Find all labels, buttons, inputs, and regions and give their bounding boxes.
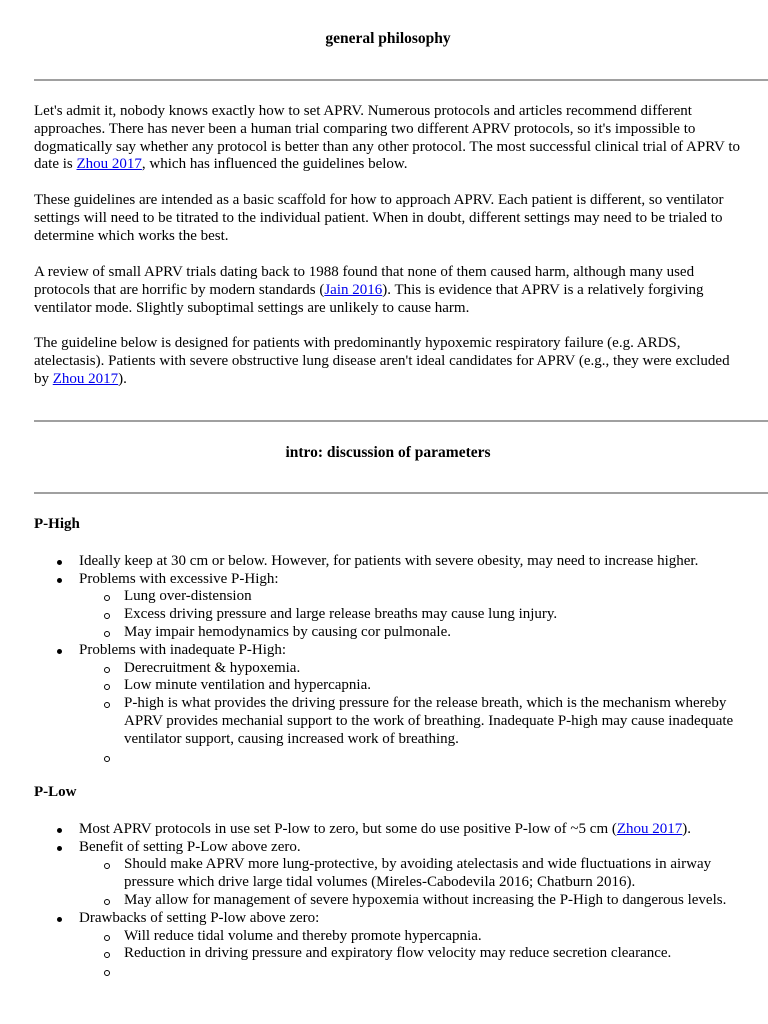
heading: intro: discussion of parameters xyxy=(285,444,491,461)
divider xyxy=(34,492,768,494)
text: ). This is evidence that APRV is a relatively forgiving ventilator mode. Slightly suboptimal settings are unlikely to cause harm. xyxy=(34,281,704,316)
list-item xyxy=(34,571,742,642)
list-item: May allow for management of severe hypoxemia without increasing the P-High to dangerous levels. xyxy=(34,892,742,910)
list-item: Excess driving pressure and large release breaths may cause lung injury. xyxy=(34,606,742,624)
empty-list-item xyxy=(34,963,742,981)
list-item: Will reduce tidal volume and thereby promote hypercapnia. xyxy=(34,928,742,946)
paragraph xyxy=(34,264,742,317)
divider xyxy=(34,420,768,422)
plow-list xyxy=(34,821,742,981)
text: ). xyxy=(682,820,692,837)
text: ). xyxy=(118,370,127,387)
list-item xyxy=(34,821,742,839)
section-title-intro xyxy=(34,444,742,462)
text: Drawbacks of setting P-low above zero: xyxy=(79,909,320,926)
text: The guideline below is designed for patients with predominantly hypoxemic respiratory failure (e.g. ARDS, atelectasis). Patients with severe obstructive lung disease aren't ideal candidates for APRV (e.g., they were excluded by xyxy=(34,335,730,387)
list-item: Should make APRV more lung-protective, by avoiding atelectasis and wide fluctuations in airway pressure which drive large tidal volumes (Mireles-Cabodevila 2016; Chatburn 2016). xyxy=(34,856,742,892)
heading: general philosophy xyxy=(325,30,451,47)
jain-2016-link[interactable]: Jain 2016 xyxy=(324,281,383,298)
plow-section xyxy=(34,784,742,981)
divider xyxy=(34,79,768,81)
paragraph xyxy=(34,192,742,245)
phigh-section xyxy=(34,516,742,766)
plow-heading: P-Low xyxy=(34,784,77,800)
text: Problems with inadequate P-High: xyxy=(79,641,287,658)
section-title-general-philosophy xyxy=(34,30,742,48)
text: Benefit of setting P-Low above zero. xyxy=(79,838,301,855)
text: , which has influenced the guidelines below. xyxy=(141,156,408,173)
list-item: Reduction in driving pressure and expiratory flow velocity may reduce secretion clearance. xyxy=(34,945,742,963)
list-item xyxy=(34,910,742,981)
list-item: Derecruitment & hypoxemia. xyxy=(34,660,742,678)
list-item xyxy=(34,839,742,910)
phigh-list xyxy=(34,553,742,767)
list-item: Lung over-distension xyxy=(34,588,742,606)
zhou-2017-link[interactable]: Zhou 2017 xyxy=(76,156,142,173)
text: A review of small APRV trials dating back to 1988 found that none of them caused harm, although many used protocols that are horrific by modern standards ( xyxy=(34,264,695,298)
text: Problems with excessive P-High: xyxy=(79,570,279,587)
text: These guidelines are intended as a basic scaffold for how to approach APRV. Each patient is different, so ventilator settings will need to be titrated to the individual patient. When in doubt, different settings may need to be trialed to determine which works the best. xyxy=(34,192,724,244)
paragraph xyxy=(34,335,742,388)
text: Most APRV protocols in use set P-low to zero, but some do use positive P-low of ~5 cm ( xyxy=(79,820,617,837)
phigh-heading: P-High xyxy=(34,516,80,532)
zhou-2017-link[interactable]: Zhou 2017 xyxy=(52,370,119,387)
zhou-2017-link[interactable]: Zhou 2017 xyxy=(616,820,683,837)
text: Let's admit it, nobody knows exactly how to set APRV. Numerous protocols and articles recommend different approaches. There has never been a human trial comparing two different APRV protocols, so it's impossible to dogmatically say whether any protocol is better than any other protocol. The most successful clinical trial of APRV to date is xyxy=(34,103,740,173)
paragraph xyxy=(34,103,742,174)
list-item: P-high is what provides the driving pressure for the release breath, which is the mechanism whereby APRV provides mechanial support to the work of breathing. Inadequate P-high may cause inadequate ventilator support, causing increased work of breathing. xyxy=(34,695,742,748)
list-item xyxy=(34,642,742,767)
list-item: May impair hemodynamics by causing cor pulmonale. xyxy=(34,624,742,642)
empty-list-item xyxy=(34,749,742,767)
list-item: Low minute ventilation and hypercapnia. xyxy=(34,677,742,695)
list-item: Ideally keep at 30 cm or below. However, for patients with severe obesity, may need to increase higher. xyxy=(34,553,742,571)
